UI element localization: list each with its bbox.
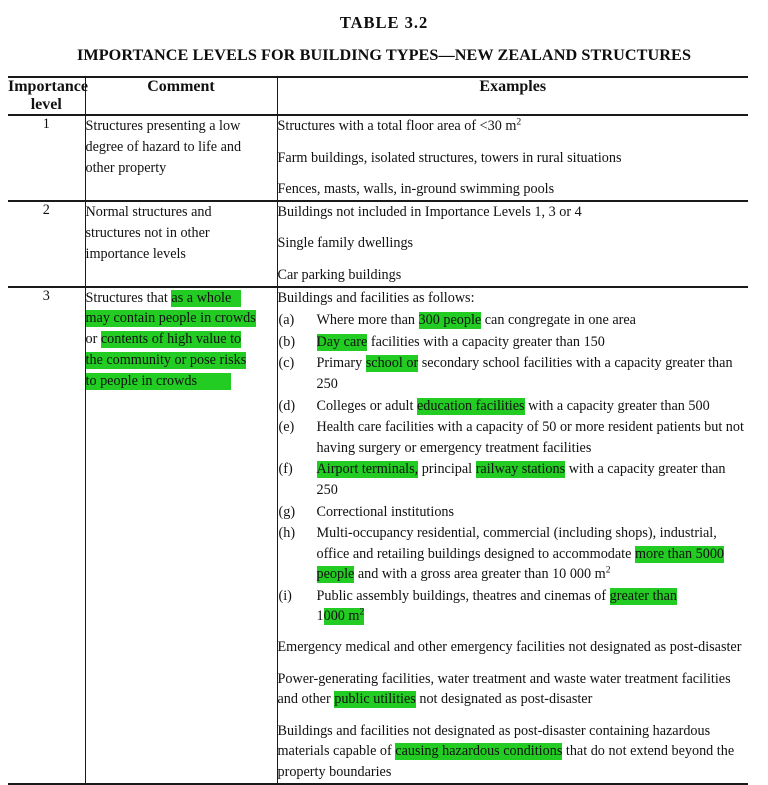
example-paragraph: [278, 116, 749, 137]
example-paragraph: Car parking buildings: [277, 266, 402, 283]
trailing-paragraph: [278, 669, 749, 710]
comment-line: [86, 329, 277, 350]
highlight: the community or pose risks: [85, 352, 247, 369]
item-text: 1: [316, 608, 324, 625]
row-comment-cell: [85, 202, 277, 287]
highlight: as a whole: [171, 290, 241, 307]
item-marker: (g): [278, 503, 296, 520]
table-row: [8, 288, 748, 784]
row-level-value: 3: [8, 288, 85, 784]
highlight: Airport terminals,: [316, 461, 419, 478]
paragraph-text: Buildings and facilities not designated as post-disaster containing hazardous materials capable of: [277, 722, 711, 760]
table-row: [8, 116, 748, 201]
row-level-value: 2: [8, 202, 85, 287]
item-text: principal: [418, 461, 476, 478]
item-marker: (d): [278, 397, 296, 414]
comment-line: importance levels: [85, 245, 186, 262]
table-title: IMPORTANCE LEVELS FOR BUILDING TYPES—NEW ZEALAND STRUCTURES: [76, 46, 692, 64]
comment-line: [86, 288, 277, 309]
item-text: Health care facilities with a capacity of 50 or more resident patients but not having surgery or emergency treatment facilities: [316, 419, 744, 456]
item-marker: (f): [278, 461, 293, 478]
comment-line: Structures presenting a low: [85, 118, 241, 134]
highlight: education facilities: [416, 397, 525, 414]
list-item: [278, 417, 749, 458]
row-comment-cell: [85, 116, 277, 201]
highlight: railway stations: [475, 461, 566, 478]
item-marker: (a): [278, 312, 295, 329]
row-examples-cell: [277, 202, 748, 287]
example-paragraph: Farm buildings, isolated structures, towers in rural situations: [277, 149, 622, 166]
item-text: facilities with a capacity greater than 150: [367, 333, 605, 350]
item-text: with a capacity greater than 500: [524, 397, 710, 414]
column-header-importance-level: [8, 78, 88, 115]
item-text: Primary: [316, 355, 366, 372]
list-item: [278, 586, 749, 627]
comment-line: [86, 371, 277, 392]
highlight: 300 people: [418, 312, 482, 329]
item-marker: (h): [278, 525, 296, 542]
example-paragraph: Fences, masts, walls, in-ground swimming pools: [277, 181, 555, 198]
item-marker: (i): [278, 587, 292, 604]
comment-line: other property: [85, 159, 167, 176]
list-item: [278, 353, 749, 394]
example-paragraph: Buildings not included in Importance Levels 1, 3 or 4: [277, 203, 582, 220]
table-row: [8, 202, 748, 287]
highlight: causing hazardous conditions: [395, 743, 563, 760]
paragraph-text: not designated as post-disaster: [415, 691, 593, 708]
column-header-comment: Comment: [85, 78, 277, 115]
superscript: 2: [516, 116, 522, 128]
paragraph-text: Emergency medical and other emergency facilities not designated as post-disaster: [277, 639, 742, 656]
highlight: [324, 608, 365, 625]
highlight: may contain people in: [85, 310, 215, 327]
highlight: crowds: [214, 310, 256, 327]
column-header-examples: Examples: [479, 78, 547, 95]
row-examples-cell: [277, 288, 748, 784]
lettered-items-list: [278, 310, 749, 627]
example-text: Structures with a total floor area of <30 m: [277, 118, 517, 134]
superscript: 2: [359, 606, 365, 618]
document-page: [0, 13, 768, 781]
list-item: [278, 459, 749, 500]
highlight: more than 5000 people: [316, 545, 725, 583]
comment-line: degree of hazard to life and: [85, 138, 242, 155]
table-bottom-rule: [8, 784, 748, 785]
item-text: Colleges or adult: [316, 397, 417, 414]
header-level-line1: Importance: [8, 78, 88, 95]
highlight: public utilities: [334, 691, 416, 708]
item-text: Correctional institutions: [316, 503, 455, 520]
comment-line: structures not in other: [85, 224, 210, 241]
item-marker: (e): [278, 419, 295, 436]
item-text: can congregate in one area: [481, 312, 636, 329]
item-text: Multi-occupancy residential, commercial (including shops), industrial, office and retailing buildings designed to accommodate: [316, 525, 717, 562]
item-text: with a capacity greater than 250: [316, 461, 726, 498]
item-marker: (c): [278, 355, 295, 372]
trailing-paragraph: [278, 721, 749, 783]
comment-text: or: [85, 331, 101, 348]
highlight: Day care: [316, 333, 368, 350]
table-header-row: [8, 78, 748, 115]
item-text: and with a gross area greater than 10 000 m: [354, 566, 606, 583]
importance-levels-table: [8, 76, 748, 785]
list-item: [278, 332, 749, 353]
paragraph-text: that do not extend beyond the property boundaries: [277, 743, 735, 781]
list-item: [278, 310, 749, 331]
tail-text: 000 m: [323, 608, 360, 625]
highlight: to people in crowds: [86, 373, 232, 390]
table-container: [8, 76, 748, 785]
paragraph-text: Power-generating facilities, water treatment and waste water treatment facilities and other: [277, 670, 731, 708]
list-item: [278, 502, 749, 523]
trailing-paragraph: [278, 637, 749, 658]
item-text: Public assembly buildings, theatres and cinemas of: [316, 587, 610, 604]
list-item: [278, 396, 749, 417]
item-marker: (b): [278, 333, 296, 350]
row-comment-cell: [85, 288, 277, 784]
comment-line: [86, 350, 277, 371]
comment-text: Structures that: [85, 289, 172, 306]
item-text: Where more than: [316, 312, 419, 329]
item-text: secondary school facilities with a capacity greater than 250: [316, 355, 733, 392]
comment-line: Normal structures and: [85, 203, 212, 220]
highlight: greater than: [609, 587, 678, 604]
table-number-caption: TABLE 3.2: [339, 13, 429, 32]
highlight: school or: [365, 355, 419, 372]
superscript: 2: [605, 564, 611, 576]
row-examples-cell: [277, 116, 748, 201]
highlight: contents of high value to: [100, 331, 242, 348]
list-item: [278, 523, 749, 585]
example-paragraph: Single family dwellings: [277, 235, 414, 252]
row-level-value: 1: [8, 116, 85, 201]
examples-intro: Buildings and facilities as follows:: [277, 289, 475, 306]
header-level-line2: level: [30, 96, 62, 113]
comment-line: [86, 308, 277, 329]
